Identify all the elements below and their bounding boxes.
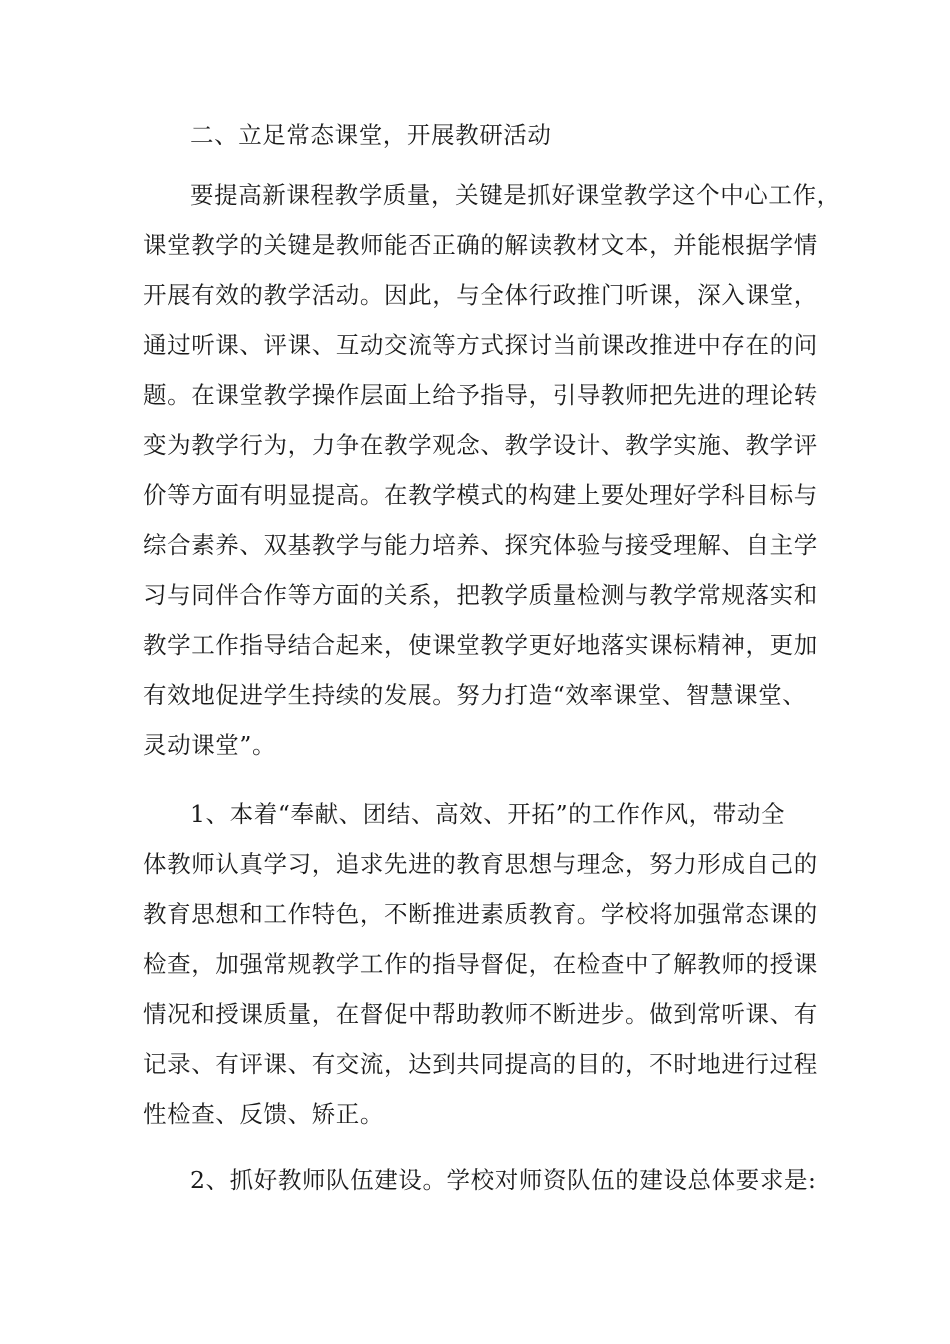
paragraph-line: 开展有效的教学活动。因此，与全体行政推门听课，深入课堂， xyxy=(143,281,818,309)
paragraph-line: 2、抓好教师队伍建设。学校对师资队伍的建设总体要求是: xyxy=(190,1166,817,1194)
section-heading: 二、立足常态课堂，开展教研活动 xyxy=(190,121,552,149)
paragraph-line: 题。在课堂教学操作层面上给予指导，引导教师把先进的理论转 xyxy=(143,381,818,409)
paragraph-line: 记录、有评课、有交流，达到共同提高的目的，不时地进行过程 xyxy=(143,1050,818,1078)
paragraph-line: 教学工作指导结合起来，使课堂教学更好地落实课标精神，更加 xyxy=(143,631,818,659)
paragraph-line: 有效地促进学生持续的发展。努力打造“效率课堂、智慧课堂、 xyxy=(143,681,807,709)
paragraph-line: 价等方面有明显提高。在教学模式的构建上要处理好学科目标与 xyxy=(143,481,818,509)
paragraph-line: 体教师认真学习，追求先进的教育思想与理念，努力形成自己的 xyxy=(143,850,818,878)
paragraph-line: 灵动课堂”。 xyxy=(143,731,277,759)
paragraph-line: 性检查、反馈、矫正。 xyxy=(143,1100,384,1128)
paragraph-line: 综合素养、双基教学与能力培养、探究体验与接受理解、自主学 xyxy=(143,531,818,559)
paragraph-line: 1、本着“奉献、团结、高效、开拓”的工作作风，带动全 xyxy=(190,800,786,828)
paragraph-line: 情况和授课质量，在督促中帮助教师不断进步。做到常听课、有 xyxy=(143,1000,818,1028)
paragraph-line: 通过听课、评课、互动交流等方式探讨当前课改推进中存在的问 xyxy=(143,331,818,359)
paragraph-line: 检查，加强常规教学工作的指导督促，在检查中了解教师的授课 xyxy=(143,950,818,978)
paragraph-line: 教育思想和工作特色，不断推进素质教育。学校将加强常态课的 xyxy=(143,900,818,928)
paragraph-line: 要提高新课程教学质量，关键是抓好课堂教学这个中心工作， xyxy=(190,181,841,209)
paragraph-line: 课堂教学的关键是教师能否正确的解读教材文本，并能根据学情 xyxy=(143,231,818,259)
paragraph-line: 变为教学行为，力争在教学观念、教学设计、教学实施、教学评 xyxy=(143,431,818,459)
paragraph-line: 习与同伴合作等方面的关系，把教学质量检测与教学常规落实和 xyxy=(143,581,818,609)
